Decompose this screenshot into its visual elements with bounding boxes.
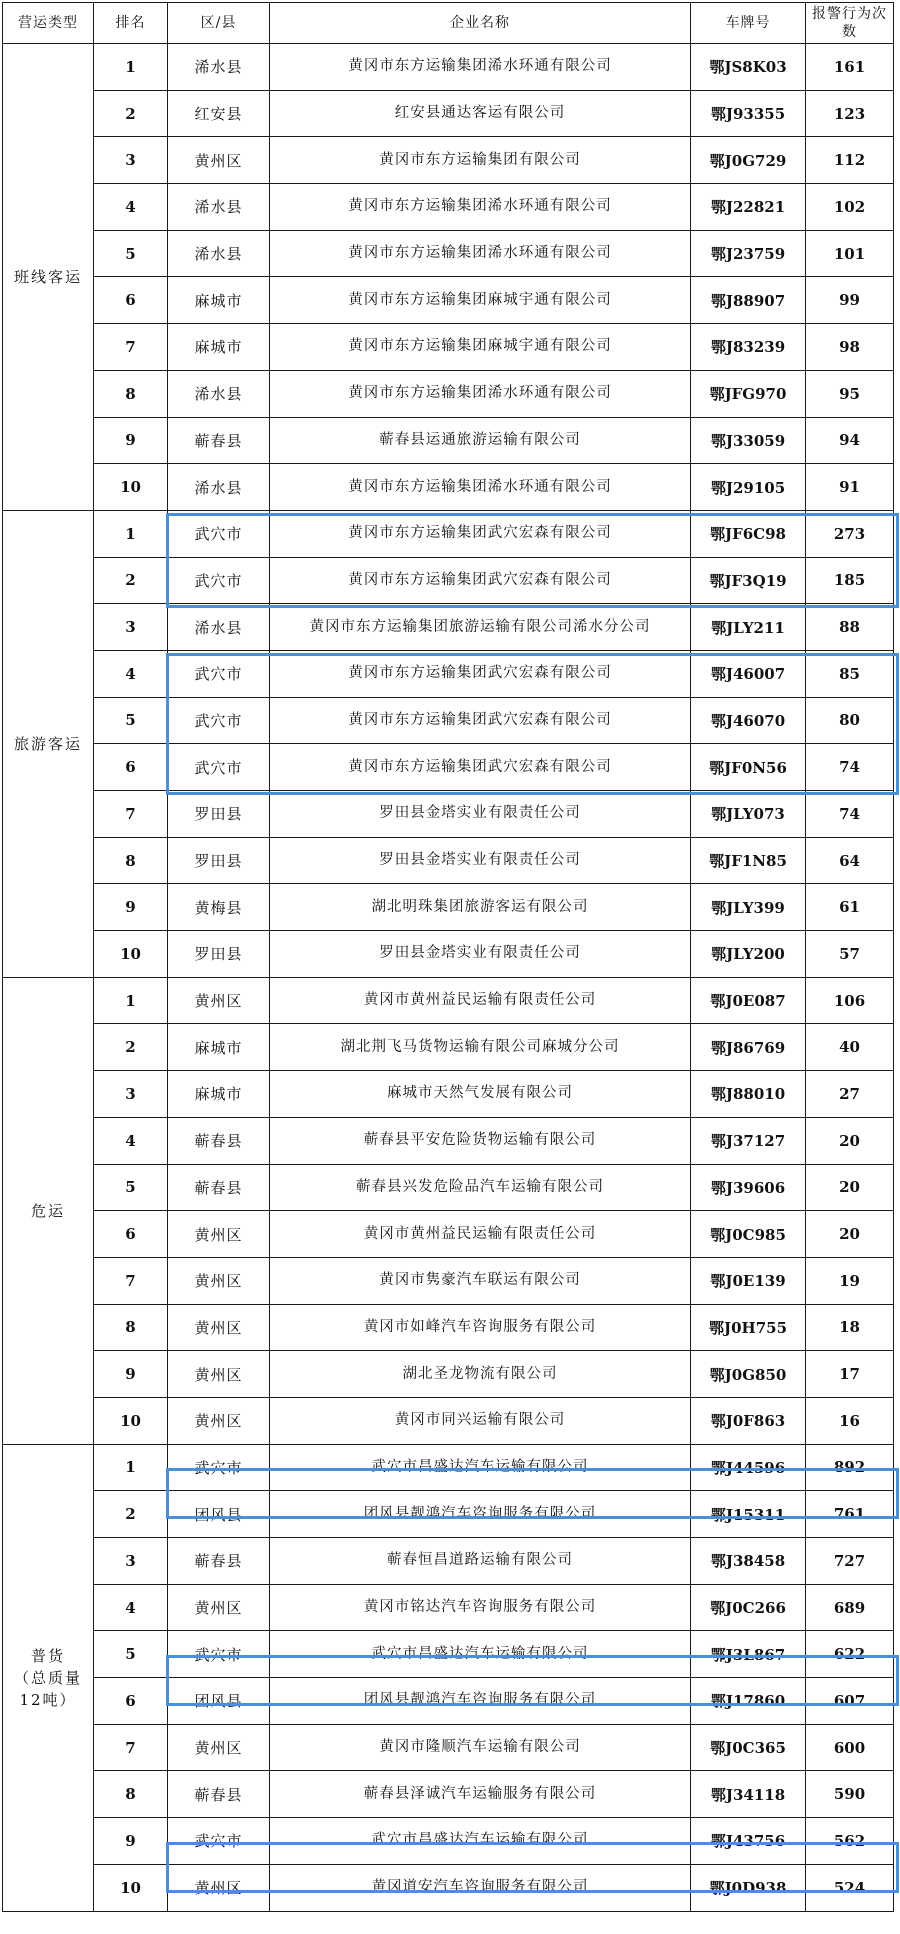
district-cell: 麻城市 xyxy=(168,1024,270,1071)
table-row xyxy=(3,510,894,557)
alarm-count-cell: 95 xyxy=(806,370,894,417)
plate-number-cell: 鄂JLY073 xyxy=(691,791,806,838)
table-row xyxy=(3,557,894,604)
rank-cell: 3 xyxy=(94,1538,168,1585)
alarm-count-cell: 80 xyxy=(806,697,894,744)
district-cell: 武穴市 xyxy=(168,510,270,557)
company-name-cell: 黄冈市东方运输集团旅游运输有限公司浠水分公司 xyxy=(270,604,691,651)
district-cell: 浠水县 xyxy=(168,604,270,651)
district-cell: 蕲春县 xyxy=(168,1771,270,1818)
plate-number-cell: 鄂J0C365 xyxy=(691,1724,806,1771)
rank-cell: 4 xyxy=(94,184,168,231)
company-name-cell: 黄冈市隆顺汽车运输有限公司 xyxy=(270,1724,691,1771)
rank-cell: 2 xyxy=(94,1491,168,1538)
district-cell: 武穴市 xyxy=(168,1444,270,1491)
rank-cell: 5 xyxy=(94,1631,168,1678)
rank-cell: 2 xyxy=(94,557,168,604)
plate-number-cell: 鄂J44596 xyxy=(691,1444,806,1491)
company-name-cell: 黄冈市东方运输集团武穴宏森有限公司 xyxy=(270,744,691,791)
district-cell: 黄州区 xyxy=(168,137,270,184)
plate-number-cell: 鄂J0H755 xyxy=(691,1304,806,1351)
rank-cell: 7 xyxy=(94,1257,168,1304)
plate-number-cell: 鄂J0G729 xyxy=(691,137,806,184)
plate-number-cell: 鄂JFG970 xyxy=(691,370,806,417)
alarm-count-cell: 20 xyxy=(806,1211,894,1258)
alarm-count-cell: 761 xyxy=(806,1491,894,1538)
rank-cell: 10 xyxy=(94,931,168,978)
table-row xyxy=(3,1211,894,1258)
rank-cell: 4 xyxy=(94,1584,168,1631)
district-cell: 黄州区 xyxy=(168,1864,270,1911)
alarm-count-cell: 98 xyxy=(806,324,894,371)
table-row xyxy=(3,1771,894,1818)
district-cell: 黄州区 xyxy=(168,1304,270,1351)
header-type: 营运类型 xyxy=(3,3,94,44)
table-row xyxy=(3,1397,894,1444)
company-name-cell: 麻城市天然气发展有限公司 xyxy=(270,1071,691,1118)
rank-cell: 8 xyxy=(94,370,168,417)
alarm-count-cell: 524 xyxy=(806,1864,894,1911)
company-name-cell: 武穴市昌盛达汽车运输有限公司 xyxy=(270,1631,691,1678)
alarm-count-cell: 590 xyxy=(806,1771,894,1818)
alarm-count-cell: 19 xyxy=(806,1257,894,1304)
company-name-cell: 黄冈市隽豪汽车联运有限公司 xyxy=(270,1257,691,1304)
district-cell: 武穴市 xyxy=(168,650,270,697)
alarm-ranking-table xyxy=(2,2,894,1912)
table-row xyxy=(3,1678,894,1725)
table-row xyxy=(3,1024,894,1071)
plate-number-cell: 鄂J43756 xyxy=(691,1818,806,1865)
plate-number-cell: 鄂JLY211 xyxy=(691,604,806,651)
rank-cell: 3 xyxy=(94,137,168,184)
table-header-row xyxy=(3,3,894,44)
table-row xyxy=(3,1538,894,1585)
alarm-count-cell: 112 xyxy=(806,137,894,184)
company-name-cell: 武穴市昌盛达汽车运输有限公司 xyxy=(270,1444,691,1491)
district-cell: 浠水县 xyxy=(168,184,270,231)
header-company: 企业名称 xyxy=(270,3,691,44)
district-cell: 浠水县 xyxy=(168,230,270,277)
rank-cell: 5 xyxy=(94,1164,168,1211)
table-row xyxy=(3,884,894,931)
rank-cell: 10 xyxy=(94,1864,168,1911)
alarm-count-cell: 102 xyxy=(806,184,894,231)
plate-number-cell: 鄂J0C985 xyxy=(691,1211,806,1258)
table-row xyxy=(3,277,894,324)
district-cell: 浠水县 xyxy=(168,464,270,511)
alarm-count-cell: 622 xyxy=(806,1631,894,1678)
plate-number-cell: 鄂J86769 xyxy=(691,1024,806,1071)
district-cell: 团风县 xyxy=(168,1678,270,1725)
company-name-cell: 红安县通达客运有限公司 xyxy=(270,90,691,137)
table-row xyxy=(3,604,894,651)
district-cell: 浠水县 xyxy=(168,370,270,417)
table-row xyxy=(3,1584,894,1631)
rank-cell: 3 xyxy=(94,604,168,651)
company-name-cell: 武穴市昌盛达汽车运输有限公司 xyxy=(270,1818,691,1865)
rank-cell: 9 xyxy=(94,417,168,464)
company-name-cell: 黄冈市同兴运输有限公司 xyxy=(270,1397,691,1444)
plate-number-cell: 鄂J38458 xyxy=(691,1538,806,1585)
rank-cell: 7 xyxy=(94,791,168,838)
district-cell: 黄州区 xyxy=(168,977,270,1024)
district-cell: 罗田县 xyxy=(168,837,270,884)
district-cell: 黄州区 xyxy=(168,1211,270,1258)
district-cell: 麻城市 xyxy=(168,1071,270,1118)
rank-cell: 1 xyxy=(94,1444,168,1491)
company-name-cell: 蕲春县平安危险货物运输有限公司 xyxy=(270,1117,691,1164)
company-name-cell: 黄冈市东方运输集团浠水环通有限公司 xyxy=(270,44,691,91)
company-name-cell: 黄冈市东方运输集团浠水环通有限公司 xyxy=(270,370,691,417)
district-cell: 黄州区 xyxy=(168,1257,270,1304)
district-cell: 蕲春县 xyxy=(168,1117,270,1164)
district-cell: 武穴市 xyxy=(168,557,270,604)
plate-number-cell: 鄂J93355 xyxy=(691,90,806,137)
alarm-count-cell: 20 xyxy=(806,1164,894,1211)
company-name-cell: 蕲春县泽诚汽车运输服务有限公司 xyxy=(270,1771,691,1818)
rank-cell: 9 xyxy=(94,1351,168,1398)
company-name-cell: 罗田县金塔实业有限责任公司 xyxy=(270,791,691,838)
plate-number-cell: 鄂J33059 xyxy=(691,417,806,464)
company-name-cell: 黄冈市东方运输集团武穴宏森有限公司 xyxy=(270,650,691,697)
plate-number-cell: 鄂J22821 xyxy=(691,184,806,231)
table-row xyxy=(3,464,894,511)
table-row xyxy=(3,1117,894,1164)
table-row xyxy=(3,1864,894,1911)
district-cell: 武穴市 xyxy=(168,744,270,791)
operation-type-cell: 旅游客运 xyxy=(3,510,94,977)
company-name-cell: 黄冈市东方运输集团麻城宇通有限公司 xyxy=(270,277,691,324)
district-cell: 蕲春县 xyxy=(168,1538,270,1585)
table-row xyxy=(3,931,894,978)
table-row xyxy=(3,137,894,184)
plate-number-cell: 鄂J0E139 xyxy=(691,1257,806,1304)
alarm-count-cell: 689 xyxy=(806,1584,894,1631)
table-row xyxy=(3,1444,894,1491)
alarm-count-cell: 40 xyxy=(806,1024,894,1071)
plate-number-cell: 鄂J3L867 xyxy=(691,1631,806,1678)
rank-cell: 6 xyxy=(94,744,168,791)
district-cell: 麻城市 xyxy=(168,277,270,324)
plate-number-cell: 鄂J0F863 xyxy=(691,1397,806,1444)
table-row xyxy=(3,1071,894,1118)
alarm-count-cell: 57 xyxy=(806,931,894,978)
district-cell: 武穴市 xyxy=(168,1818,270,1865)
plate-number-cell: 鄂J23759 xyxy=(691,230,806,277)
company-name-cell: 黄冈市黄州益民运输有限责任公司 xyxy=(270,977,691,1024)
rank-cell: 4 xyxy=(94,650,168,697)
table-row xyxy=(3,977,894,1024)
rank-cell: 6 xyxy=(94,1211,168,1258)
alarm-count-cell: 727 xyxy=(806,1538,894,1585)
plate-number-cell: 鄂J17860 xyxy=(691,1678,806,1725)
plate-number-cell: 鄂JLY200 xyxy=(691,931,806,978)
alarm-count-cell: 88 xyxy=(806,604,894,651)
table-row xyxy=(3,1491,894,1538)
table-row xyxy=(3,44,894,91)
alarm-count-cell: 123 xyxy=(806,90,894,137)
table-row xyxy=(3,744,894,791)
district-cell: 黄梅县 xyxy=(168,884,270,931)
plate-number-cell: 鄂J46007 xyxy=(691,650,806,697)
rank-cell: 9 xyxy=(94,884,168,931)
company-name-cell: 黄冈市东方运输集团浠水环通有限公司 xyxy=(270,184,691,231)
table-row xyxy=(3,650,894,697)
rank-cell: 3 xyxy=(94,1071,168,1118)
plate-number-cell: 鄂J29105 xyxy=(691,464,806,511)
company-name-cell: 蕲春县兴发危险品汽车运输有限公司 xyxy=(270,1164,691,1211)
district-cell: 浠水县 xyxy=(168,44,270,91)
plate-number-cell: 鄂J15311 xyxy=(691,1491,806,1538)
alarm-count-cell: 562 xyxy=(806,1818,894,1865)
rank-cell: 8 xyxy=(94,1771,168,1818)
company-name-cell: 湖北明珠集团旅游客运有限公司 xyxy=(270,884,691,931)
plate-number-cell: 鄂JF1N85 xyxy=(691,837,806,884)
company-name-cell: 黄冈市东方运输集团武穴宏森有限公司 xyxy=(270,510,691,557)
company-name-cell: 黄冈道安汽车咨询服务有限公司 xyxy=(270,1864,691,1911)
alarm-count-cell: 61 xyxy=(806,884,894,931)
alarm-count-cell: 185 xyxy=(806,557,894,604)
district-cell: 团风县 xyxy=(168,1491,270,1538)
rank-cell: 2 xyxy=(94,90,168,137)
company-name-cell: 黄冈市如峰汽车咨询服务有限公司 xyxy=(270,1304,691,1351)
alarm-count-cell: 20 xyxy=(806,1117,894,1164)
alarm-count-cell: 607 xyxy=(806,1678,894,1725)
rank-cell: 7 xyxy=(94,324,168,371)
alarm-count-cell: 273 xyxy=(806,510,894,557)
alarm-count-cell: 91 xyxy=(806,464,894,511)
header-rank: 排名 xyxy=(94,3,168,44)
company-name-cell: 罗田县金塔实业有限责任公司 xyxy=(270,837,691,884)
alarm-count-cell: 74 xyxy=(806,791,894,838)
rank-cell: 6 xyxy=(94,277,168,324)
district-cell: 黄州区 xyxy=(168,1351,270,1398)
alarm-count-cell: 85 xyxy=(806,650,894,697)
alarm-count-cell: 64 xyxy=(806,837,894,884)
rank-cell: 5 xyxy=(94,230,168,277)
rank-cell: 5 xyxy=(94,697,168,744)
district-cell: 黄州区 xyxy=(168,1584,270,1631)
table-row xyxy=(3,417,894,464)
plate-number-cell: 鄂J0G850 xyxy=(691,1351,806,1398)
plate-number-cell: 鄂JF0N56 xyxy=(691,744,806,791)
table-row xyxy=(3,1351,894,1398)
alarm-count-cell: 101 xyxy=(806,230,894,277)
plate-number-cell: 鄂J0D938 xyxy=(691,1864,806,1911)
alarm-count-cell: 99 xyxy=(806,277,894,324)
table-row xyxy=(3,230,894,277)
company-name-cell: 湖北荆飞马货物运输有限公司麻城分公司 xyxy=(270,1024,691,1071)
header-district: 区/县 xyxy=(168,3,270,44)
alarm-count-cell: 94 xyxy=(806,417,894,464)
district-cell: 麻城市 xyxy=(168,324,270,371)
header-count: 报警行为次数 xyxy=(806,3,894,44)
table-row xyxy=(3,90,894,137)
company-name-cell: 团风县靓鸿汽车咨询服务有限公司 xyxy=(270,1678,691,1725)
district-cell: 黄州区 xyxy=(168,1724,270,1771)
district-cell: 黄州区 xyxy=(168,1397,270,1444)
rank-cell: 4 xyxy=(94,1117,168,1164)
company-name-cell: 黄冈市铭达汽车咨询服务有限公司 xyxy=(270,1584,691,1631)
plate-number-cell: 鄂J88010 xyxy=(691,1071,806,1118)
plate-number-cell: 鄂JLY399 xyxy=(691,884,806,931)
alarm-count-cell: 18 xyxy=(806,1304,894,1351)
district-cell: 罗田县 xyxy=(168,791,270,838)
plate-number-cell: 鄂J88907 xyxy=(691,277,806,324)
table-body xyxy=(3,44,894,1912)
table-row xyxy=(3,184,894,231)
plate-number-cell: 鄂J37127 xyxy=(691,1117,806,1164)
rank-cell: 1 xyxy=(94,44,168,91)
rank-cell: 8 xyxy=(94,837,168,884)
district-cell: 红安县 xyxy=(168,90,270,137)
alarm-count-cell: 27 xyxy=(806,1071,894,1118)
alarm-count-cell: 600 xyxy=(806,1724,894,1771)
company-name-cell: 黄冈市东方运输集团武穴宏森有限公司 xyxy=(270,557,691,604)
alarm-count-cell: 17 xyxy=(806,1351,894,1398)
company-name-cell: 黄冈市东方运输集团浠水环通有限公司 xyxy=(270,230,691,277)
plate-number-cell: 鄂J46070 xyxy=(691,697,806,744)
plate-number-cell: 鄂J0C266 xyxy=(691,1584,806,1631)
district-cell: 武穴市 xyxy=(168,697,270,744)
table-row xyxy=(3,1304,894,1351)
table-row xyxy=(3,791,894,838)
operation-type-cell: 危运 xyxy=(3,977,94,1444)
rank-cell: 6 xyxy=(94,1678,168,1725)
table-row xyxy=(3,1724,894,1771)
company-name-cell: 黄冈市东方运输集团武穴宏森有限公司 xyxy=(270,697,691,744)
alarm-count-cell: 74 xyxy=(806,744,894,791)
company-name-cell: 蕲春恒昌道路运输有限公司 xyxy=(270,1538,691,1585)
plate-number-cell: 鄂JS8K03 xyxy=(691,44,806,91)
table-row xyxy=(3,1818,894,1865)
company-name-cell: 团风县靓鸿汽车咨询服务有限公司 xyxy=(270,1491,691,1538)
header-plate: 车牌号 xyxy=(691,3,806,44)
district-cell: 罗田县 xyxy=(168,931,270,978)
table-row xyxy=(3,1164,894,1211)
company-name-cell: 黄冈市东方运输集团浠水环通有限公司 xyxy=(270,464,691,511)
district-cell: 蕲春县 xyxy=(168,1164,270,1211)
operation-type-cell: 班线客运 xyxy=(3,44,94,511)
plate-number-cell: 鄂J0E087 xyxy=(691,977,806,1024)
operation-type-cell: 普货 （总质量 12吨） xyxy=(3,1444,94,1911)
company-name-cell: 黄冈市东方运输集团麻城宇通有限公司 xyxy=(270,324,691,371)
table-row xyxy=(3,324,894,371)
plate-number-cell: 鄂JF6C98 xyxy=(691,510,806,557)
table-row xyxy=(3,1631,894,1678)
rank-cell: 7 xyxy=(94,1724,168,1771)
alarm-count-cell: 106 xyxy=(806,977,894,1024)
rank-cell: 10 xyxy=(94,1397,168,1444)
district-cell: 武穴市 xyxy=(168,1631,270,1678)
plate-number-cell: 鄂J34118 xyxy=(691,1771,806,1818)
company-name-cell: 蕲春县运通旅游运输有限公司 xyxy=(270,417,691,464)
company-name-cell: 黄冈市东方运输集团有限公司 xyxy=(270,137,691,184)
company-name-cell: 湖北圣龙物流有限公司 xyxy=(270,1351,691,1398)
table-row xyxy=(3,370,894,417)
rank-cell: 1 xyxy=(94,977,168,1024)
district-cell: 蕲春县 xyxy=(168,417,270,464)
plate-number-cell: 鄂J39606 xyxy=(691,1164,806,1211)
rank-cell: 9 xyxy=(94,1818,168,1865)
table-row xyxy=(3,1257,894,1304)
company-name-cell: 黄冈市黄州益民运输有限责任公司 xyxy=(270,1211,691,1258)
table-row xyxy=(3,837,894,884)
rank-cell: 10 xyxy=(94,464,168,511)
plate-number-cell: 鄂J83239 xyxy=(691,324,806,371)
table-row xyxy=(3,697,894,744)
company-name-cell: 罗田县金塔实业有限责任公司 xyxy=(270,931,691,978)
alarm-count-cell: 892 xyxy=(806,1444,894,1491)
plate-number-cell: 鄂JF3Q19 xyxy=(691,557,806,604)
alarm-count-cell: 161 xyxy=(806,44,894,91)
rank-cell: 1 xyxy=(94,510,168,557)
alarm-count-cell: 16 xyxy=(806,1397,894,1444)
rank-cell: 2 xyxy=(94,1024,168,1071)
rank-cell: 8 xyxy=(94,1304,168,1351)
